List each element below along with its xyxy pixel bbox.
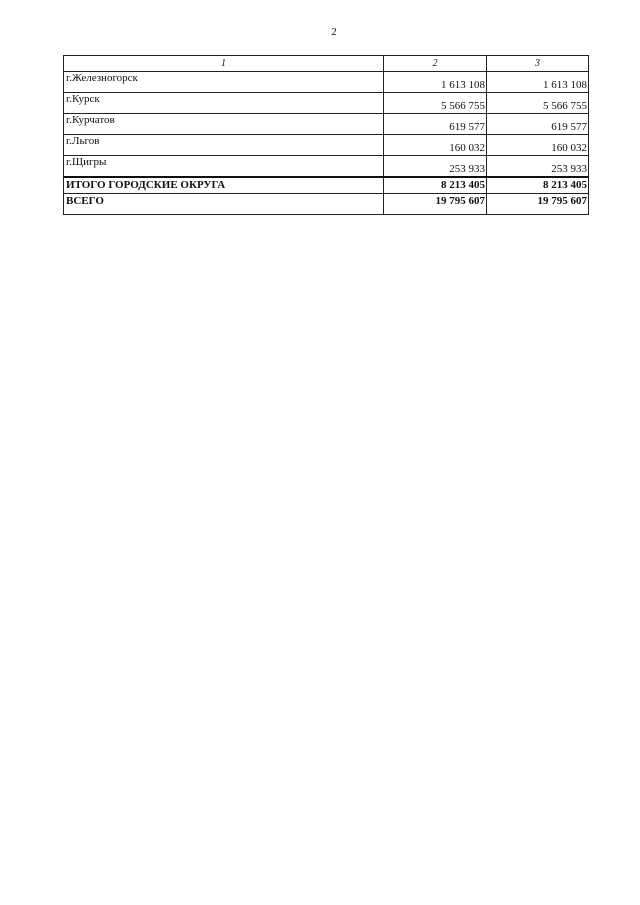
row-name: г.Железногорск [64,72,384,93]
column-header-3: 3 [487,56,589,72]
row-name: г.Курск [64,93,384,114]
table-row [64,135,589,156]
row-value-col3: 253 933 [487,156,589,178]
column-header-2: 2 [384,56,487,72]
table-row [64,156,589,178]
row-value-col2: 160 032 [384,135,487,156]
row-name: г.Льгов [64,135,384,156]
row-value-col3: 619 577 [487,114,589,135]
total-value-col2: 19 795 607 [384,194,487,215]
row-name: г.Курчатов [64,114,384,135]
row-value-col2: 1 613 108 [384,72,487,93]
row-value-col3: 160 032 [487,135,589,156]
subtotal-value-col2: 8 213 405 [384,177,487,194]
table-header-row [64,56,589,72]
row-value-col2: 253 933 [384,156,487,178]
table-row [64,93,589,114]
row-value-col3: 1 613 108 [487,72,589,93]
subtotal-value-col3: 8 213 405 [487,177,589,194]
table-row [64,72,589,93]
total-row [64,194,589,215]
row-value-col2: 619 577 [384,114,487,135]
page-number: 2 [331,26,337,38]
total-value-col3: 19 795 607 [487,194,589,215]
row-value-col2: 5 566 755 [384,93,487,114]
row-name: г.Щигры [64,156,384,178]
total-name: ВСЕГО [64,194,384,215]
budget-table [63,55,589,215]
table-row [64,114,589,135]
subtotal-name: ИТОГО ГОРОДСКИЕ ОКРУГА [64,177,384,194]
row-value-col3: 5 566 755 [487,93,589,114]
subtotal-row [64,177,589,194]
column-header-1: 1 [64,56,384,72]
